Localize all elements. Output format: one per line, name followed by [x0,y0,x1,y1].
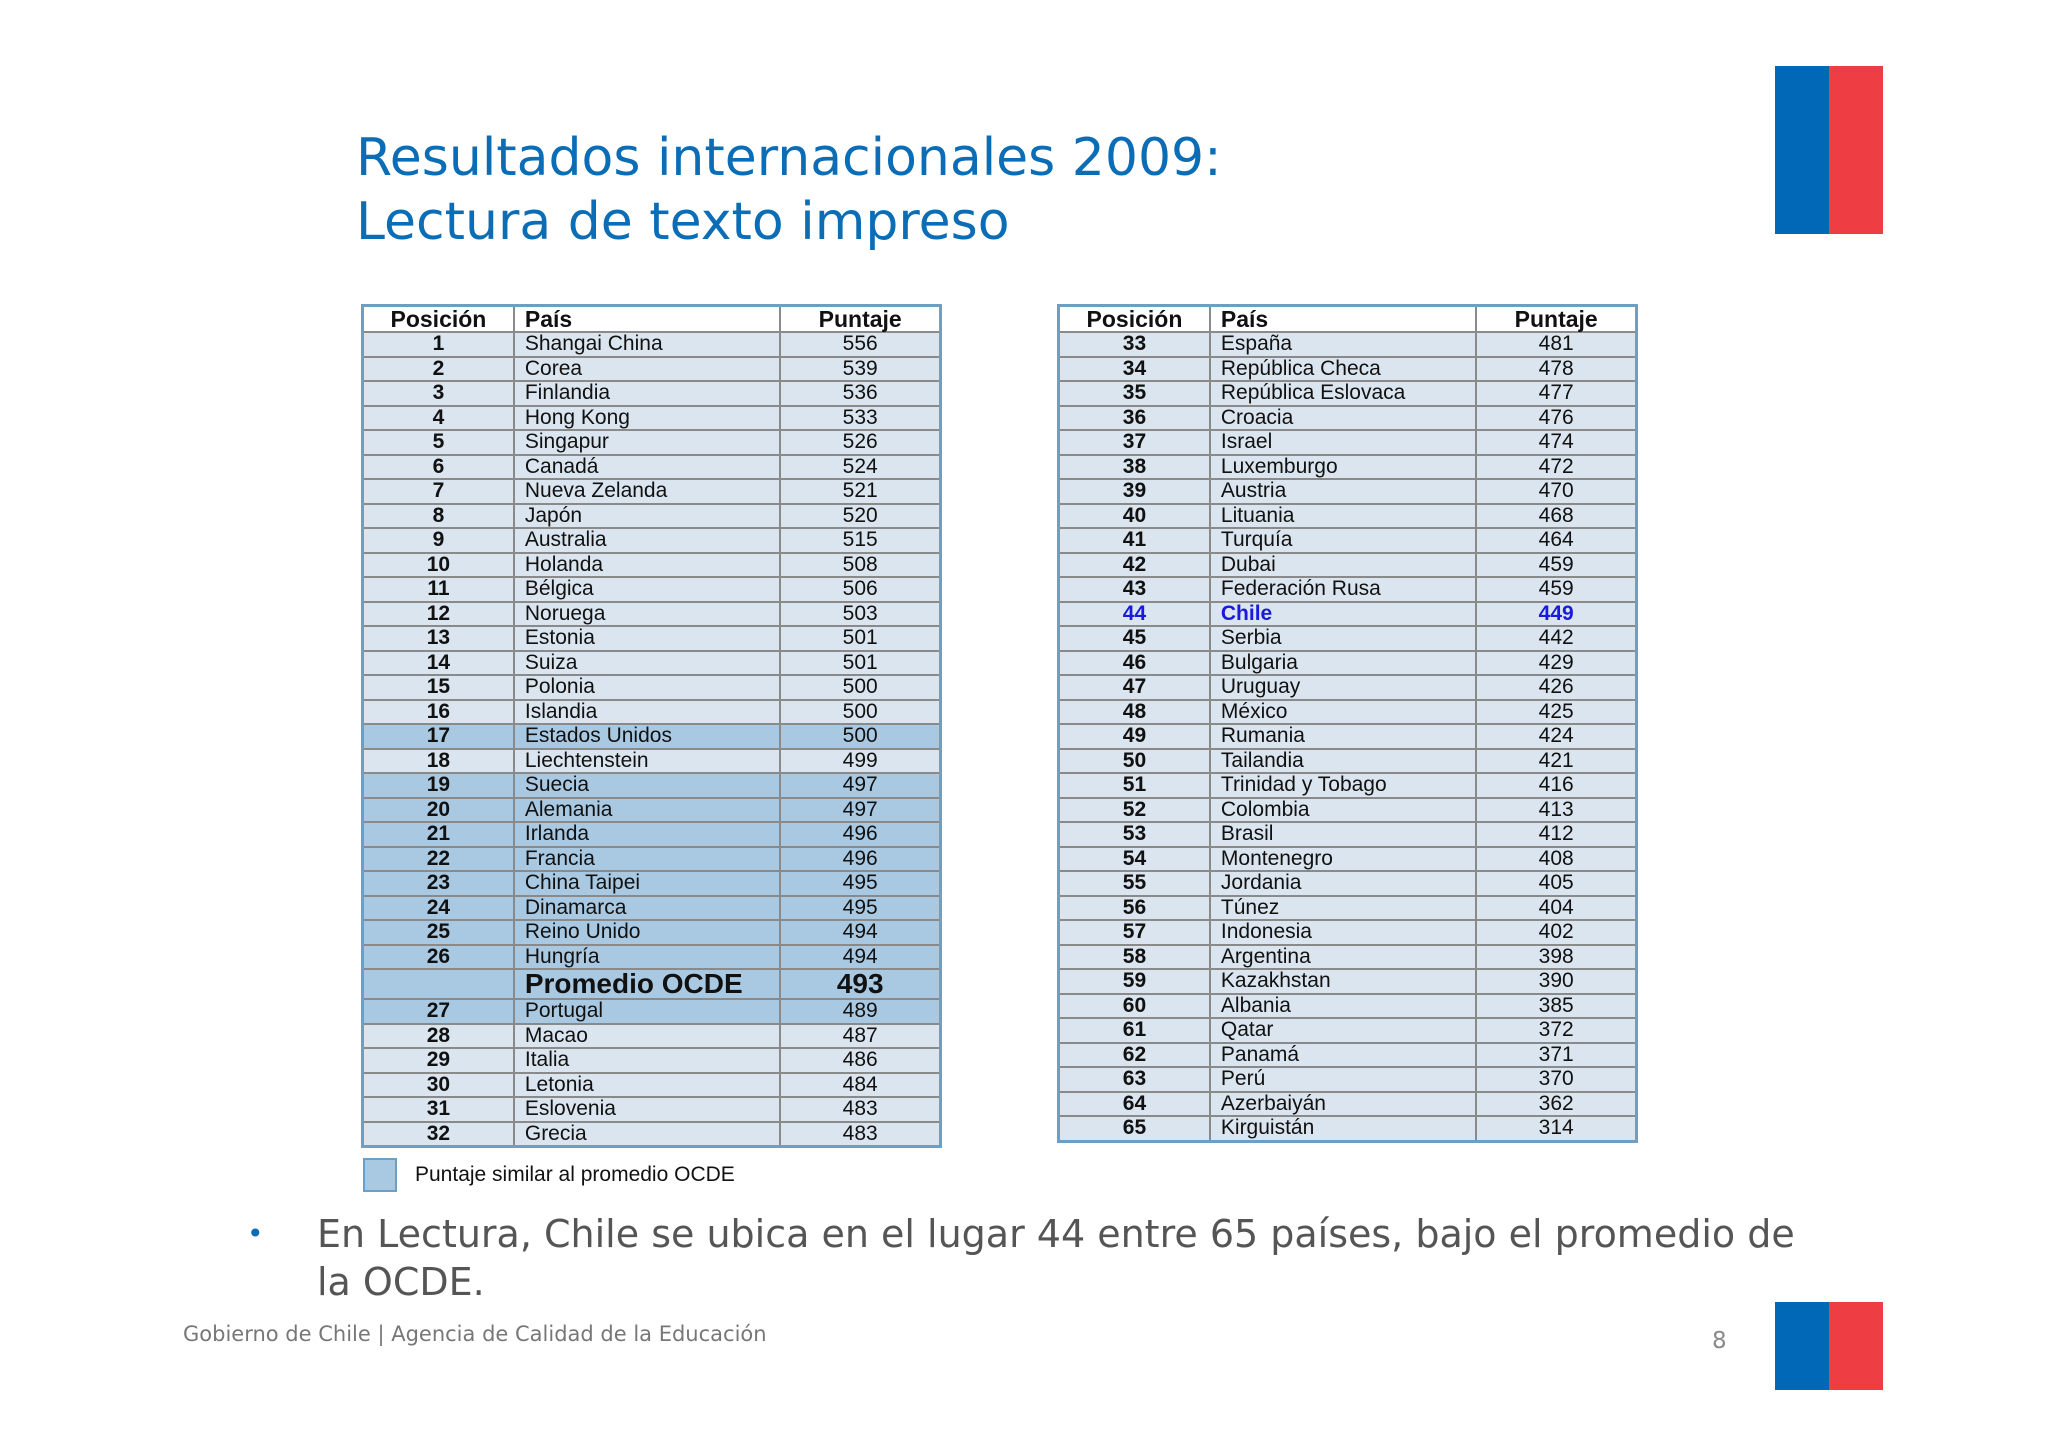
cell-puntaje: 470 [1476,479,1636,504]
cell-puntaje: 483 [780,1097,940,1122]
cell-puntaje: 459 [1476,553,1636,578]
cell-puntaje: 500 [780,724,940,749]
cell-puntaje: 424 [1476,724,1636,749]
cell-posicion: 8 [363,504,514,529]
table-row [363,577,941,602]
cell-pais: Bulgaria [1210,651,1476,676]
cell-posicion: 51 [1059,773,1210,798]
cell-posicion: 33 [1059,332,1210,357]
cell-posicion: 11 [363,577,514,602]
cell-pais: China Taipei [514,871,781,896]
flag-red-stripe [1829,1302,1883,1390]
table-row [363,357,941,382]
cell-posicion: 38 [1059,455,1210,480]
table-row [1059,822,1637,847]
cell-puntaje: 506 [780,577,940,602]
cell-pais: España [1210,332,1476,357]
table-row [1059,406,1637,431]
chile-flag-bottom [1775,1302,1883,1390]
cell-posicion: 5 [363,430,514,455]
legend-label: Puntaje similar al promedio OCDE [415,1163,735,1186]
cell-puntaje: 404 [1476,896,1636,921]
cell-posicion: 52 [1059,798,1210,823]
cell-pais: Francia [514,847,781,872]
table-row [363,455,941,480]
cell-posicion: 24 [363,896,514,921]
cell-pais: Tailandia [1210,749,1476,774]
table-row [363,1073,941,1098]
cell-puntaje: 459 [1476,577,1636,602]
cell-posicion: 1 [363,332,514,357]
cell-posicion: 62 [1059,1043,1210,1068]
cell-pais: Montenegro [1210,847,1476,872]
table-row [363,773,941,798]
table-row [1059,332,1637,357]
cell-pais: Eslovenia [514,1097,781,1122]
cell-pais: Indonesia [1210,920,1476,945]
cell-puntaje: 497 [780,798,940,823]
cell-puntaje: 468 [1476,504,1636,529]
cell-posicion: 43 [1059,577,1210,602]
cell-puntaje: 536 [780,381,940,406]
table-row [363,945,941,970]
page-number: 8 [1712,1328,1727,1354]
cell-posicion: 27 [363,999,514,1024]
table-row [1059,847,1637,872]
cell-posicion: 63 [1059,1067,1210,1092]
cell-puntaje: 487 [780,1024,940,1049]
cell-puntaje: 500 [780,675,940,700]
table-row [1059,1092,1637,1117]
table-row [363,528,941,553]
cell-posicion: 59 [1059,969,1210,994]
cell-posicion: 35 [1059,381,1210,406]
table-row [1059,1018,1637,1043]
cell-posicion: 41 [1059,528,1210,553]
cell-puntaje: 483 [780,1122,940,1147]
table-row [1059,969,1637,994]
cell-puntaje: 489 [780,999,940,1024]
cell-pais: Grecia [514,1122,781,1147]
cell-posicion: 4 [363,406,514,431]
cell-puntaje: 426 [1476,675,1636,700]
cell-puntaje: 493 [780,969,940,999]
cell-posicion: 56 [1059,896,1210,921]
cell-posicion: 7 [363,479,514,504]
cell-puntaje: 472 [1476,455,1636,480]
cell-puntaje: 539 [780,357,940,382]
cell-pais: Turquía [1210,528,1476,553]
legend-swatch [363,1158,397,1192]
cell-puntaje: 412 [1476,822,1636,847]
flag-blue-stripe [1775,1302,1829,1390]
cell-pais: Brasil [1210,822,1476,847]
cell-pais: República Eslovaca [1210,381,1476,406]
cell-posicion: 48 [1059,700,1210,725]
cell-posicion: 10 [363,553,514,578]
cell-pais: Suiza [514,651,781,676]
table-row [1059,920,1637,945]
cell-pais: Albania [1210,994,1476,1019]
cell-posicion: 21 [363,822,514,847]
cell-posicion: 31 [363,1097,514,1122]
cell-posicion [363,969,514,999]
ranking-table-left [361,304,942,1148]
cell-pais: Macao [514,1024,781,1049]
cell-pais: Rumania [1210,724,1476,749]
cell-posicion: 18 [363,749,514,774]
bullet-dot-icon: • [247,1217,264,1250]
cell-posicion: 45 [1059,626,1210,651]
cell-posicion: 44 [1059,602,1210,627]
cell-posicion: 9 [363,528,514,553]
cell-puntaje: 524 [780,455,940,480]
cell-pais: Islandia [514,700,781,725]
cell-posicion: 32 [363,1122,514,1147]
cell-posicion: 55 [1059,871,1210,896]
cell-posicion: 25 [363,920,514,945]
cell-pais: Nueva Zelanda [514,479,781,504]
cell-pais: Shangai China [514,332,781,357]
table-row [363,1024,941,1049]
table-row [1059,1116,1637,1141]
cell-pais: Finlandia [514,381,781,406]
header-posicion: Posición [363,306,514,333]
cell-puntaje: 481 [1476,332,1636,357]
table-row [363,1097,941,1122]
cell-posicion: 17 [363,724,514,749]
table-row [363,626,941,651]
cell-posicion: 54 [1059,847,1210,872]
cell-pais: Dubai [1210,553,1476,578]
cell-pais: Chile [1210,602,1476,627]
cell-pais: Corea [514,357,781,382]
cell-posicion: 60 [1059,994,1210,1019]
table-row [363,430,941,455]
cell-puntaje: 521 [780,479,940,504]
cell-puntaje: 556 [780,332,940,357]
cell-puntaje: 484 [780,1073,940,1098]
cell-puntaje: 501 [780,626,940,651]
cell-posicion: 47 [1059,675,1210,700]
cell-posicion: 28 [363,1024,514,1049]
table-row [1059,773,1637,798]
cell-puntaje: 494 [780,920,940,945]
cell-pais: Lituania [1210,504,1476,529]
cell-pais: Suecia [514,773,781,798]
header-pais: País [514,306,781,333]
table-row [363,822,941,847]
table-row [363,871,941,896]
table-row [1059,749,1637,774]
cell-puntaje: 413 [1476,798,1636,823]
table-row [1059,626,1637,651]
cell-pais: Hong Kong [514,406,781,431]
table-row [1059,381,1637,406]
cell-posicion: 34 [1059,357,1210,382]
table-row [363,847,941,872]
cell-posicion: 53 [1059,822,1210,847]
table-row [1059,504,1637,529]
cell-posicion: 3 [363,381,514,406]
table-row [363,724,941,749]
cell-pais: Argentina [1210,945,1476,970]
cell-posicion: 13 [363,626,514,651]
cell-pais: Austria [1210,479,1476,504]
cell-posicion: 30 [363,1073,514,1098]
cell-puntaje: 464 [1476,528,1636,553]
cell-puntaje: 533 [780,406,940,431]
cell-posicion: 6 [363,455,514,480]
cell-pais: Israel [1210,430,1476,455]
cell-puntaje: 497 [780,773,940,798]
header-puntaje: Puntaje [1476,306,1636,333]
cell-pais: Túnez [1210,896,1476,921]
cell-puntaje: 495 [780,896,940,921]
table-row [1059,700,1637,725]
cell-posicion: 57 [1059,920,1210,945]
cell-puntaje: 314 [1476,1116,1636,1141]
cell-pais: Federación Rusa [1210,577,1476,602]
cell-puntaje: 508 [780,553,940,578]
cell-pais: Azerbaiyán [1210,1092,1476,1117]
cell-puntaje: 425 [1476,700,1636,725]
flag-blue-stripe [1775,66,1829,234]
slide-title-line1: Resultados internacionales 2009: [356,128,1222,188]
table-row [1059,553,1637,578]
cell-puntaje: 370 [1476,1067,1636,1092]
table-row [363,479,941,504]
cell-puntaje: 408 [1476,847,1636,872]
cell-puntaje: 416 [1476,773,1636,798]
table-row [363,332,941,357]
cell-pais: Bélgica [514,577,781,602]
table-row [363,749,941,774]
cell-puntaje: 390 [1476,969,1636,994]
table-header-row [363,306,941,333]
table-row [363,920,941,945]
cell-pais: Colombia [1210,798,1476,823]
cell-pais: Hungría [514,945,781,970]
table-row [1059,651,1637,676]
table-row [1059,994,1637,1019]
cell-pais: México [1210,700,1476,725]
table-row [363,896,941,921]
header-pais: País [1210,306,1476,333]
cell-posicion: 20 [363,798,514,823]
cell-puntaje: 515 [780,528,940,553]
cell-posicion: 58 [1059,945,1210,970]
cell-posicion: 61 [1059,1018,1210,1043]
cell-puntaje: 405 [1476,871,1636,896]
header-puntaje: Puntaje [780,306,940,333]
cell-puntaje: 500 [780,700,940,725]
cell-pais: Estados Unidos [514,724,781,749]
cell-puntaje: 503 [780,602,940,627]
chile-flag-top [1775,66,1883,234]
table-row [1059,455,1637,480]
table-row [1059,724,1637,749]
cell-puntaje: 402 [1476,920,1636,945]
slide-title-line2: Lectura de texto impreso [356,192,1010,252]
cell-posicion: 14 [363,651,514,676]
flag-red-stripe [1829,66,1883,234]
cell-pais: Dinamarca [514,896,781,921]
cell-pais: Holanda [514,553,781,578]
cell-puntaje: 371 [1476,1043,1636,1068]
cell-puntaje: 496 [780,822,940,847]
cell-puntaje: 499 [780,749,940,774]
cell-pais: Serbia [1210,626,1476,651]
table-header-row [1059,306,1637,333]
cell-pais: Croacia [1210,406,1476,431]
cell-pais: Noruega [514,602,781,627]
table-row [363,406,941,431]
table-row [363,553,941,578]
table-row [1059,1043,1637,1068]
cell-posicion: 65 [1059,1116,1210,1141]
cell-pais: Polonia [514,675,781,700]
cell-posicion: 2 [363,357,514,382]
cell-posicion: 19 [363,773,514,798]
cell-puntaje: 494 [780,945,940,970]
cell-posicion: 42 [1059,553,1210,578]
cell-pais: Japón [514,504,781,529]
cell-pais: Uruguay [1210,675,1476,700]
cell-posicion: 46 [1059,651,1210,676]
cell-puntaje: 496 [780,847,940,872]
cell-pais: Perú [1210,1067,1476,1092]
table-row [1059,602,1637,627]
slide-title [356,126,1222,254]
cell-puntaje: 385 [1476,994,1636,1019]
legend [363,1158,735,1192]
cell-pais: Luxemburgo [1210,455,1476,480]
cell-posicion: 39 [1059,479,1210,504]
cell-puntaje: 526 [780,430,940,455]
cell-puntaje: 495 [780,871,940,896]
cell-pais: Alemania [514,798,781,823]
oecd-average-row [363,969,941,999]
cell-posicion: 22 [363,847,514,872]
table-row [363,504,941,529]
cell-pais: Estonia [514,626,781,651]
table-row [1059,479,1637,504]
table-row [1059,528,1637,553]
cell-pais: República Checa [1210,357,1476,382]
cell-puntaje: 520 [780,504,940,529]
cell-puntaje: 398 [1476,945,1636,970]
cell-puntaje: 429 [1476,651,1636,676]
cell-puntaje: 442 [1476,626,1636,651]
cell-pais: Panamá [1210,1043,1476,1068]
cell-posicion: 12 [363,602,514,627]
table-row [363,675,941,700]
table-row [1059,357,1637,382]
cell-puntaje: 501 [780,651,940,676]
table-row [363,1122,941,1147]
cell-posicion: 15 [363,675,514,700]
cell-pais: Australia [514,528,781,553]
table-row [1059,577,1637,602]
cell-puntaje: 486 [780,1048,940,1073]
cell-posicion: 23 [363,871,514,896]
cell-pais: Kirguistán [1210,1116,1476,1141]
cell-posicion: 26 [363,945,514,970]
table-row [1059,945,1637,970]
table-row [1059,896,1637,921]
cell-pais: Portugal [514,999,781,1024]
cell-pais: Irlanda [514,822,781,847]
cell-pais: Canadá [514,455,781,480]
cell-puntaje: 372 [1476,1018,1636,1043]
table-row [363,381,941,406]
cell-puntaje: 474 [1476,430,1636,455]
cell-pais: Qatar [1210,1018,1476,1043]
table-row [363,651,941,676]
cell-pais: Jordania [1210,871,1476,896]
table-row [363,602,941,627]
cell-pais: Singapur [514,430,781,455]
cell-puntaje: 476 [1476,406,1636,431]
table-row [363,700,941,725]
cell-posicion: 16 [363,700,514,725]
cell-puntaje: 449 [1476,602,1636,627]
table-row [1059,430,1637,455]
bullet-text: En Lectura, Chile se ubica en el lugar 44 entre 65 países, bajo el promedio de la OCDE. [317,1212,1795,1304]
cell-pais: Trinidad y Tobago [1210,773,1476,798]
cell-pais: Letonia [514,1073,781,1098]
cell-puntaje: 362 [1476,1092,1636,1117]
cell-posicion: 49 [1059,724,1210,749]
cell-puntaje: 421 [1476,749,1636,774]
cell-posicion: 36 [1059,406,1210,431]
cell-pais: Liechtenstein [514,749,781,774]
cell-pais: Kazakhstan [1210,969,1476,994]
table-row [1059,798,1637,823]
cell-posicion: 29 [363,1048,514,1073]
cell-pais: Italia [514,1048,781,1073]
footer-text: Gobierno de Chile | Agencia de Calidad de la Educación [183,1322,767,1346]
cell-posicion: 50 [1059,749,1210,774]
ranking-table-right [1057,304,1638,1143]
table-row [1059,1067,1637,1092]
cell-posicion: 37 [1059,430,1210,455]
table-row [1059,871,1637,896]
table-row [363,1048,941,1073]
cell-puntaje: 478 [1476,357,1636,382]
table-row [363,999,941,1024]
cell-posicion: 64 [1059,1092,1210,1117]
cell-puntaje: 477 [1476,381,1636,406]
cell-pais: Reino Unido [514,920,781,945]
header-posicion: Posición [1059,306,1210,333]
table-row [1059,675,1637,700]
table-row [363,798,941,823]
bullet-point [247,1210,1807,1306]
cell-pais: Promedio OCDE [514,969,781,999]
cell-posicion: 40 [1059,504,1210,529]
